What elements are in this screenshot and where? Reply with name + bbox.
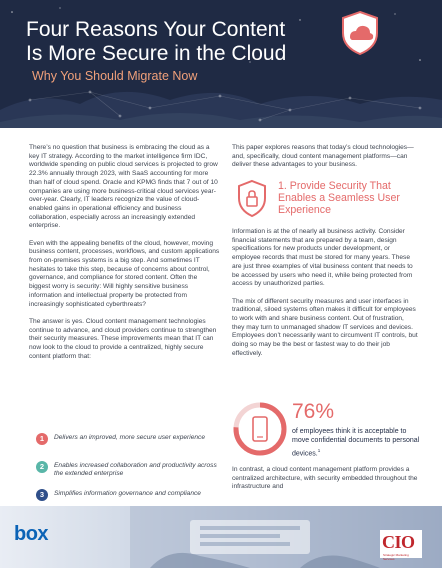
list-item-text: Simplifies information governance and compliance bbox=[54, 490, 201, 497]
footer-banner bbox=[0, 506, 442, 568]
header-banner bbox=[0, 0, 442, 128]
answer-paragraph: The answer is yes. Cloud content management technologies continue to advance, and cloud providers continue to strengthen their security measures. These improvements mean that IT can now look to the cloud to provide a centralized, highly secure content platform that: bbox=[29, 317, 217, 360]
right-column-closing bbox=[232, 466, 418, 501]
number-badge: 2 bbox=[36, 461, 48, 473]
title-line-1: Four Reasons Your Content bbox=[26, 18, 286, 41]
siloed-systems-paragraph: The mix of different security measures and user interfaces in traditional, siloed systems often makes it difficult for employees to work with and share business content. Out of frustration, they may turn to unmanaged shadow IT services and devices. Employees don’t necessarily want to circumvent IT controls, but doing so may be the best or fastest way to do their job effectively. bbox=[232, 297, 418, 357]
stat-text: of employees think it is acceptable to move confidential documents to personal devices. bbox=[292, 428, 420, 458]
cloud-shield-icon bbox=[339, 9, 381, 57]
page-title bbox=[26, 18, 326, 66]
page-subtitle: Why You Should Migrate Now bbox=[32, 69, 198, 83]
stat-description bbox=[292, 427, 422, 459]
concerns-paragraph: Even with the appealing benefits of the cloud, however, moving business content, processes, workflows, and custom applications from on-premises systems is a big step. And sometimes IT hesitates to take this step, because of concerns about control, governance, and compliance for stored content. Often the biggest worry is security: Will highly sensitive business information and intellectual property be protected from increasingly sophisticated cyberthreats? bbox=[29, 239, 220, 308]
title-line-2: Is More Secure in the Cloud bbox=[26, 42, 287, 65]
stat-value: 76% bbox=[292, 400, 335, 423]
phone-stat-icon bbox=[232, 401, 288, 457]
shield-lock-icon bbox=[236, 179, 268, 219]
cio-tagline: Strategic Marketing Services bbox=[383, 553, 409, 561]
list-item bbox=[36, 433, 216, 461]
cio-logo: CIO bbox=[382, 532, 415, 552]
right-column-body bbox=[232, 228, 418, 367]
list-item-text: Enables increased collaboration and productivity across the extended enterprise bbox=[54, 462, 217, 477]
number-badge: 3 bbox=[36, 489, 48, 501]
left-column bbox=[29, 144, 220, 370]
closing-paragraph: In contrast, a cloud content management platform provides a centralized architecture, with security embedded throughout the infrastructure and bbox=[232, 466, 418, 491]
box-logo: box bbox=[14, 523, 49, 545]
footer-photo-band bbox=[0, 506, 442, 568]
list-item-text: Delivers an improved, more secure user experience bbox=[54, 434, 205, 441]
paper-intro-paragraph: This paper explores reasons that today’s cloud technologies—and, specifically, cloud content management platforms—can deliver these advantages to your business. bbox=[232, 144, 414, 169]
list-item bbox=[36, 461, 216, 489]
intro-paragraph: There’s no question that business is embracing the cloud as a key IT strategy. According to the market intelligence firm IDC, worldwide spending on public cloud services is projected to grow 22.3% annually through 2023, with SaaS accounting for more than half of cloud spend. Oracle and KPMG finds that 7 out of 10 companies are using more business-critical cloud services year-over-year. Clearly, IT leaders recognize the value of cloud-enabled gains in operational efficiency and business collaboration, especially across an increasingly extended enterprise. bbox=[29, 144, 218, 230]
stat-footnote: 1 bbox=[317, 447, 321, 453]
section-heading: 1. Provide Security That Enables a Seamless User Experience bbox=[278, 180, 400, 216]
number-badge: 1 bbox=[36, 433, 48, 445]
information-paragraph: Information is at the of nearly all business activity. Consider financial statements that are prepared by a team, design specifications for new products under development, or employee records that must be stored for many years. These are just three examples of vital business content that needs to be accessed by users who need it, while being protected from access by unauthorized parties. bbox=[232, 228, 413, 288]
right-column-intro bbox=[232, 144, 418, 179]
